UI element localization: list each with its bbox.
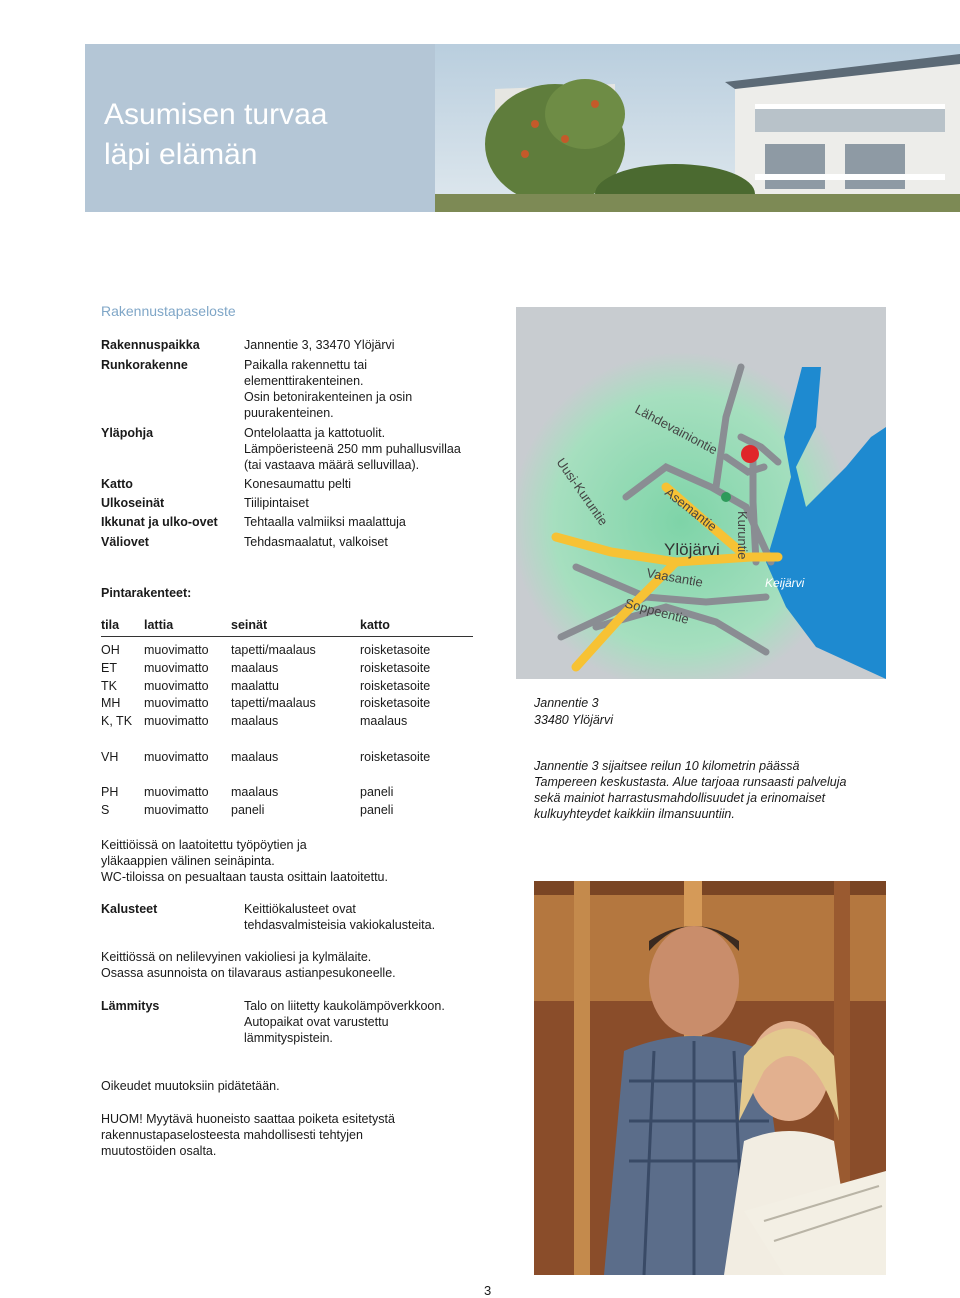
road-label-uusi-kuruntie: Uusi-Kuruntie [553,455,612,529]
table-cell: muovimatto [144,785,209,799]
building-photo [435,44,960,212]
spec-label-ylapohja: Yläpohja [101,426,154,440]
table-cell: paneli [360,785,394,799]
table-cell: K, TK [101,714,133,728]
table-cell: roisketasoite [360,750,431,764]
table-cell: OH [101,643,120,657]
table-cell: maalattu [231,679,279,693]
road-label-asemantie: Asemantie [662,484,720,535]
table-header-seinat: seinät [231,618,268,632]
spec-line: Lämpöeristeenä 250 mm puhallusvillaa [244,442,461,456]
lammitys-label: Lämmitys [101,999,160,1013]
road-label-vaasantie: Vaasantie [645,565,705,590]
kalusteet-value [244,901,494,933]
text-line: yläkaappien välinen seinäpinta. [101,854,275,868]
spec-line: Osin betonirakenteinen ja osin [244,390,413,404]
location-description [534,758,864,822]
table-header-lattia: lattia [144,618,174,632]
table-cell: PH [101,785,119,799]
table-cell: muovimatto [144,714,209,728]
text-line: Osassa asunnoista on tilavaraus astianpesukoneelle. [101,966,396,980]
spec-line: elementtirakenteinen. [244,374,364,388]
table-cell: maalaus [360,714,408,728]
spec-line: Tehdasmaalatut, valkoiset [244,535,388,549]
table-cell: maalaus [231,714,279,728]
table-header-katto: katto [360,618,390,632]
spec-value-runkorakenne [244,357,459,421]
table-cell: tapetti/maalaus [231,696,316,710]
spec-line: Paikalla rakennettu tai [244,358,367,372]
text-line: HUOM! Myytävä huoneisto saattaa poiketa esitetystä [101,1112,395,1126]
spec-value-ikkunat [244,514,459,530]
text-line: Talo on liitetty kaukolämpöverkkoon. [244,999,445,1013]
title-line-1: Asumisen turvaa [104,98,328,131]
spec-line: Konesaumattu pelti [244,477,352,491]
table-cell: muovimatto [144,750,209,764]
town-label: Ylöjärvi [664,540,720,559]
table-cell: muovimatto [144,679,209,693]
lammitys-value [244,998,494,1046]
table-cell: MH [101,696,121,710]
table-cell: muovimatto [144,661,209,675]
table-cell: roisketasoite [360,679,431,693]
road-label-soppeentie: Soppeentie [623,595,691,627]
table-cell: ET [101,661,117,675]
table-cell: paneli [231,803,265,817]
spec-line: Jannentie 3, 33470 Ylöjärvi [244,338,395,352]
table-cell: roisketasoite [360,661,431,675]
oikeudet-text: Oikeudet muutoksiin pidätetään. [101,1079,280,1093]
spec-label-katto: Katto [101,477,133,491]
road-label-lahdevainiontie: Lähdevainiontie [632,401,721,458]
spec-line: puurakenteinen. [244,406,334,420]
text-line: muutostöiden osalta. [101,1144,217,1158]
spec-value-ulkoseinat [244,495,459,511]
text-line: Keittiössä on nelilevyinen vakioliesi ja kylmälaite. [101,950,372,964]
table-cell: roisketasoite [360,696,431,710]
page-number: 3 [484,1283,492,1298]
address [534,695,613,729]
spec-line: Tiilipintaiset [244,496,309,510]
spec-value-valiovet [244,534,459,550]
table-cell: VH [101,750,119,764]
spec-line: Tehtaalla valmiiksi maalattuja [244,515,406,529]
location-map [516,307,886,679]
spec-line: Ontelolaatta ja kattotuolit. [244,426,386,440]
spec-line: (tai vastaava määrä selluvillaa). [244,458,420,472]
title-line-2: läpi elämän [104,138,258,171]
table-cell: maalaus [231,785,279,799]
table-cell: maalaus [231,750,279,764]
table-cell: muovimatto [144,696,209,710]
table-cell: muovimatto [144,643,209,657]
page-title [104,95,434,175]
section-title: Rakennustapaseloste [101,303,236,319]
huom-paragraph [101,1111,521,1159]
pintarakenteet-label: Pintarakenteet: [101,586,192,600]
text-line: Keittiöissä on laatoitettu työpöytien ja [101,838,307,852]
text-line: Keittiökalusteet ovat [244,902,356,916]
spec-value-rakennuspaikka [244,337,459,353]
spec-value-ylapohja [244,425,484,473]
table-header-tila: tila [101,618,120,632]
spec-label-rakennuspaikka: Rakennuspaikka [101,338,200,352]
spec-value-katto [244,476,459,492]
spec-label-runkorakenne: Runkorakenne [101,358,188,372]
lake-label: Keijärvi [765,576,805,590]
table-cell: tapetti/maalaus [231,643,316,657]
text-line: WC-tiloissa on pesualtaan tausta osittain laatoitettu. [101,870,388,884]
text-line: Jannentie 3 sijaitsee reilun 10 kilometrin päässä [534,759,800,773]
text-line: rakennustapaselosteesta mahdollisesti tehtyjen [101,1128,363,1142]
address-line: Jannentie 3 [534,696,599,710]
spec-label-valiovet: Väliovet [101,535,149,549]
address-line: 33480 Ylöjärvi [534,713,613,727]
keittio-paragraph [101,837,521,885]
spec-label-ikkunat: Ikkunat ja ulko-ovet [101,515,218,529]
text-line: Tampereen keskustasta. Alue tarjoaa runsaasti palveluja [534,775,847,789]
table-cell: muovimatto [144,803,209,817]
table-cell: roisketasoite [360,643,431,657]
liesi-paragraph [101,949,521,981]
station-marker-icon [721,492,731,502]
road-label-kuruntie: Kuruntie [735,511,750,560]
people-photo [534,881,886,1275]
location-marker-icon [741,445,759,463]
text-line: Autopaikat ovat varustettu [244,1015,389,1029]
table-cell: paneli [360,803,394,817]
text-line: lämmityspistein. [244,1031,333,1045]
table-cell: S [101,803,110,817]
text-line: kulkuyhteydet kaikkiin ilmansuuntiin. [534,807,735,821]
text-line: sekä mainiot harrastusmahdollisuudet ja erinomaiset [534,791,826,805]
kalusteet-label: Kalusteet [101,902,158,916]
table-cell: maalaus [231,661,279,675]
table-divider [101,636,473,637]
table-cell: TK [101,679,117,693]
spec-label-ulkoseinat: Ulkoseinät [101,496,165,510]
text-line: tehdasvalmisteisia vakiokalusteita. [244,918,436,932]
